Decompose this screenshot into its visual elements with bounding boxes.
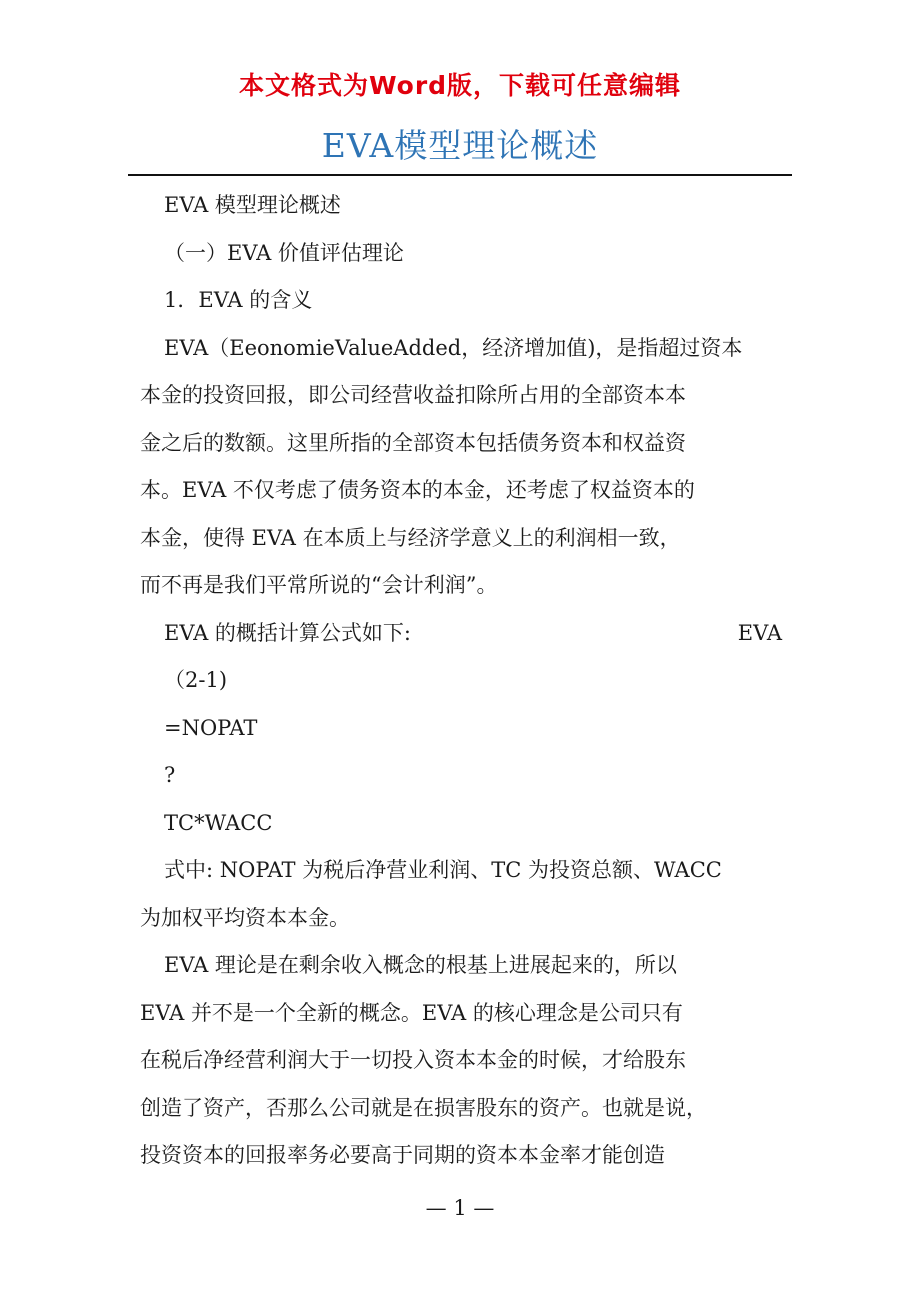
body-line: 式中: NOPAT 为税后净营业利润、TC 为投资总额、WACC [164, 858, 722, 882]
document-title: EVA模型理论概述 [321, 126, 599, 165]
formula-operator: ? [164, 763, 176, 787]
body-line: 为加权平均资本本金。 [140, 905, 350, 930]
body-line: 金之后的数额。这里所指的全部资本包括债务资本和权益资 [140, 430, 686, 455]
body-line: EVA 并不是一个全新的概念。EVA 的核心理念是公司只有 [140, 1000, 683, 1025]
body-line: EVA（EeonomieValueAdded，经济增加值)，是指超过资本 [164, 335, 743, 360]
formula-term-tc-wacc: TC*WACC [164, 810, 273, 835]
body-line: EVA 理论是在剩余收入概念的根基上进展起来的，所以 [164, 953, 677, 977]
download-banner: 本文格式为Word版，下载可任意编辑 [238, 71, 682, 100]
body-line: 而不再是我们平常所说的“会计利润”。 [140, 573, 498, 597]
body-line: 本金的投资回报，即公司经营收益扣除所占用的全部资本本 [140, 383, 686, 407]
formula-lhs: EVA [737, 620, 782, 645]
document-body [140, 182, 782, 1180]
subsection-heading: 1．EVA 的含义 [164, 288, 313, 312]
formula-intro-line [140, 610, 782, 658]
body-line: 创造了资产，否那么公司就是在损害股东的资产。也就是说， [140, 1095, 707, 1120]
body-line: 投资资本的回报率务必要高于同期的资本本金率才能创造 [140, 1143, 665, 1167]
header-divider [128, 174, 792, 176]
formula-intro-text: EVA 的概括计算公式如下: [164, 620, 411, 645]
formula-number: （2-1) [164, 668, 228, 692]
formula-term-nopat: =NOPAT [164, 715, 258, 740]
body-line: 在税后净经营利润大于一切投入资本本金的时候，才给股东 [140, 1048, 686, 1072]
body-line: 本。EVA 不仅考虑了债务资本的本金，还考虑了权益资本的 [140, 478, 695, 502]
body-line: 本金，使得 EVA 在本质上与经济学意义上的利润相一致， [140, 525, 681, 550]
section-heading: （一）EVA 价值评估理论 [164, 240, 404, 265]
paragraph-heading: EVA 模型理论概述 [164, 193, 341, 217]
page-number: — 1 — [425, 1196, 495, 1220]
